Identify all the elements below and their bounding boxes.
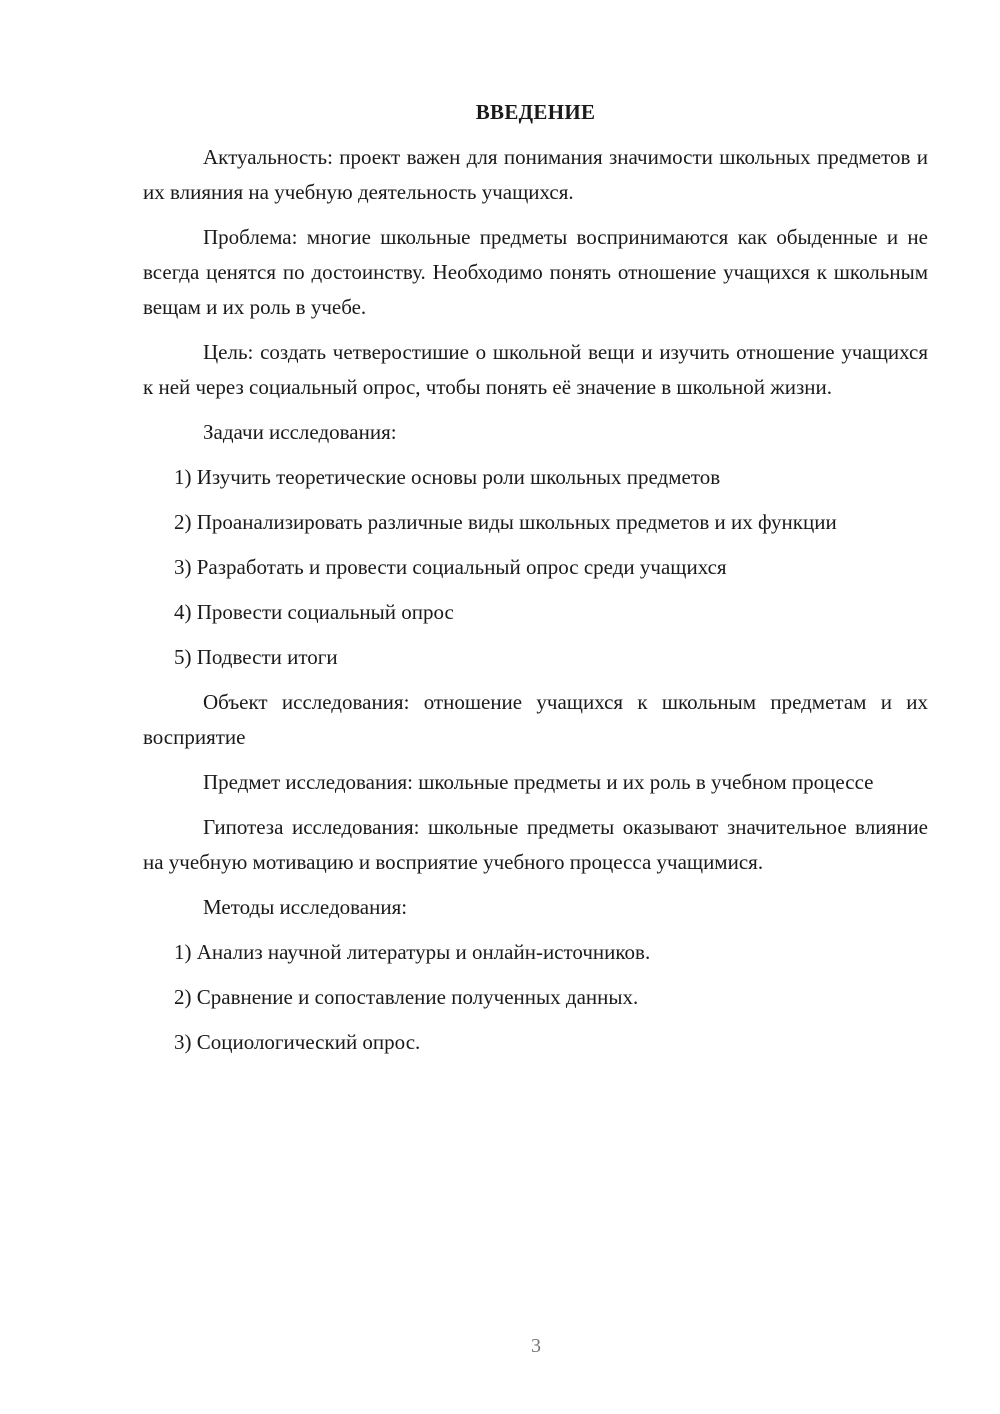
subject-paragraph: Предмет исследования: школьные предметы и их роль в учебном процессе	[203, 770, 874, 794]
actuality-paragraph: Актуальность: проект важен для понимания значимости школьных предметов и их влияния на учебную деятельность учащихся.	[143, 145, 928, 204]
task-item: 4) Провести социальный опрос	[174, 600, 454, 624]
task-item: 5) Подвести итоги	[174, 645, 338, 669]
page-title: ВВЕДЕНИЕ	[475, 100, 596, 124]
goal-paragraph: Цель: создать четверостишие о школьной вещи и изучить отношение учащихся к ней через социальный опрос, чтобы понять её значение в школьной жизни.	[143, 340, 928, 399]
method-item: 1) Анализ научной литературы и онлайн-источников.	[174, 940, 651, 964]
method-item: 2) Сравнение и сопоставление полученных данных.	[174, 985, 639, 1009]
method-item: 3) Социологический опрос.	[174, 1030, 421, 1054]
problem-paragraph: Проблема: многие школьные предметы воспринимаются как обыденные и не всегда ценятся по достоинству. Необходимо понять отношение учащихся к школьным вещам и их роль в учебе.	[143, 225, 928, 319]
task-item: 2) Проанализировать различные виды школьных предметов и их функции	[174, 510, 837, 534]
object-paragraph: Объект исследования: отношение учащихся к школьным предметам и их восприятие	[143, 690, 928, 749]
methods-heading: Методы исследования:	[203, 895, 408, 919]
task-item: 1) Изучить теоретические основы роли школьных предметов	[174, 465, 721, 489]
tasks-heading: Задачи исследования:	[203, 420, 397, 444]
hypothesis-paragraph: Гипотеза исследования: школьные предметы оказывают значительное влияние на учебную мотивацию и восприятие учебного процесса учащимися.	[143, 815, 928, 874]
page-number: 3	[531, 1335, 541, 1357]
page-content	[143, 95, 928, 1070]
task-item: 3) Разработать и провести социальный опрос среди учащихся	[174, 555, 727, 579]
